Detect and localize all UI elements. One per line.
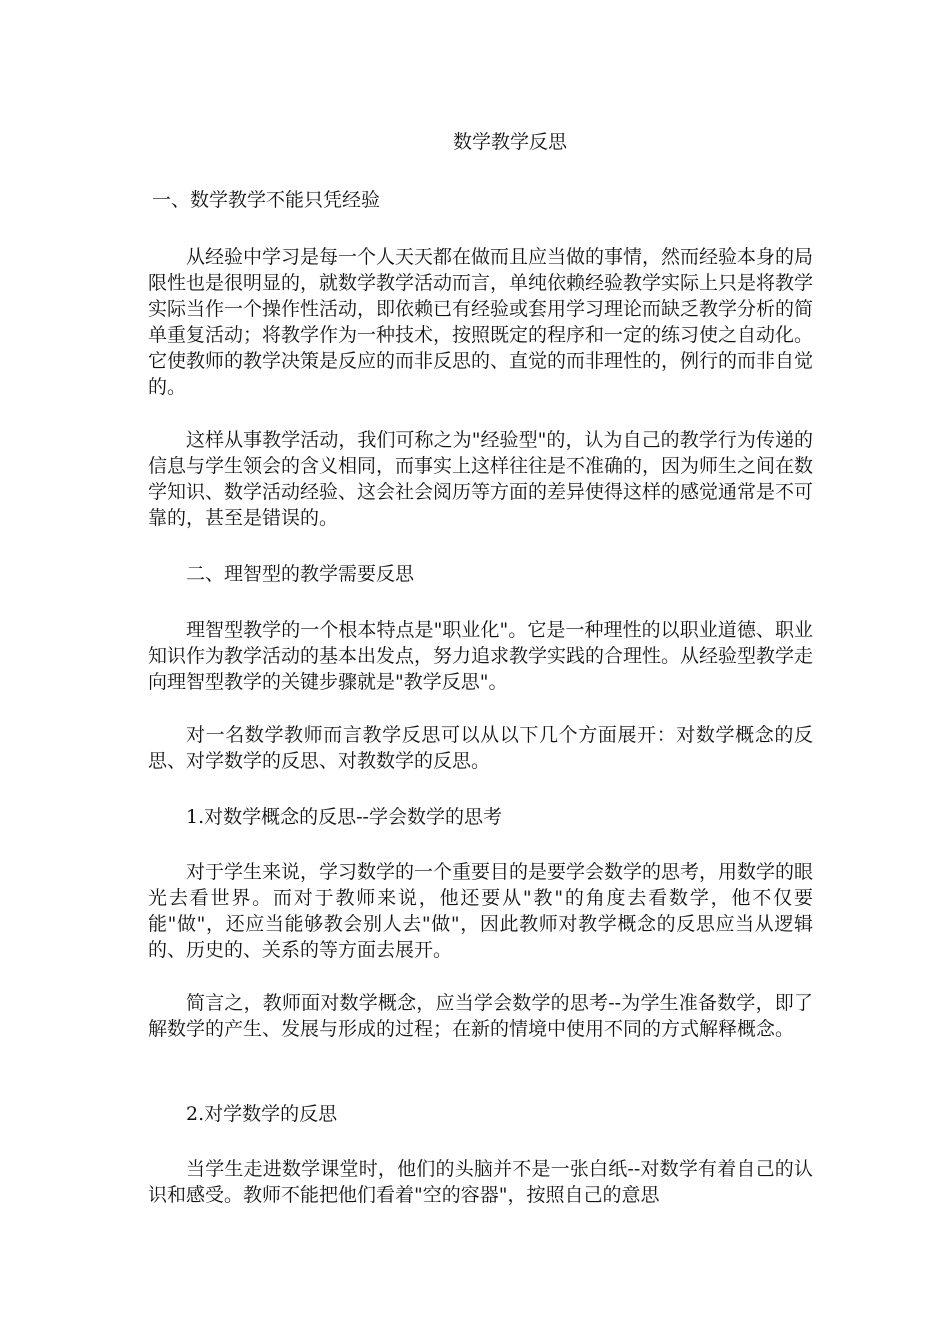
paragraph-3: 理智型教学的一个根本特点是"职业化"。它是一种理性的以职业道德、职业知识作为教学活动的基本出发点，努力追求教学实践的合理性。从经验型教学走向理智型教学的关键步骤就是"教学反思"。 [148,619,814,693]
subsection-heading-2: 2.对学数学的反思 [186,1103,338,1125]
paragraph-2: 这样从事教学活动，我们可称之为"经验型"的，认为自己的教学行为传递的信息与学生领会的含义相同，而事实上这样往往是不准确的，因为师生之间在数学知识、数学活动经验、这会社会阅历等方面的差异使得这样的感觉通常是不可靠的，甚至是错误的。 [148,429,814,529]
section-heading-2: 二、理智型的教学需要反思 [186,563,415,585]
section-heading-1: 一、数学教学不能只凭经验 [152,189,381,211]
paragraph-4: 对一名数学教师而言教学反思可以从以下几个方面展开：对数学概念的反思、对学数学的反思、对教数学的反思。 [148,724,813,772]
paragraph-7: 当学生走进数学课堂时，他们的头脑并不是一张白纸--对数学有着自己的认识和感受。教师不能把他们看着"空的容器"，按照自己的意思 [148,1158,813,1206]
paragraph-1: 从经验中学习是每一个人天天都在做而且应当做的事情，然而经验本身的局限性也是很明显的，就数学教学活动而言，单纯依赖经验教学实际上只是将教学实际当作一个操作性活动，即依赖已有经验或套用学习理论而缺乏教学分析的简单重复活动；将教学作为一种技术，按照既定的程序和一定的练习使之自动化。它使教师的教学决策是反应的而非反思的、直觉的而非理性的，例行的而非自觉的。 [148,246,814,398]
paragraph-6: 简言之，教师面对数学概念，应当学会数学的思考--为学生准备数学，即了解数学的产生、发展与形成的过程；在新的情境中使用不同的方式解释概念。 [148,992,813,1040]
paragraph-5: 对于学生来说，学习数学的一个重要目的是要学会数学的思考，用数学的眼光去看世界。而对于教师来说，他还要从"教"的角度去看数学，他不仅要能"做"，还应当能够教会别人去"做"，因此教师对教学概念的反思应当从逻辑的、历史的、关系的等方面去展开。 [148,861,814,961]
document-title: 数学教学反思 [452,131,567,153]
subsection-heading-1: 1.对数学概念的反思--学会数学的思考 [186,806,502,828]
